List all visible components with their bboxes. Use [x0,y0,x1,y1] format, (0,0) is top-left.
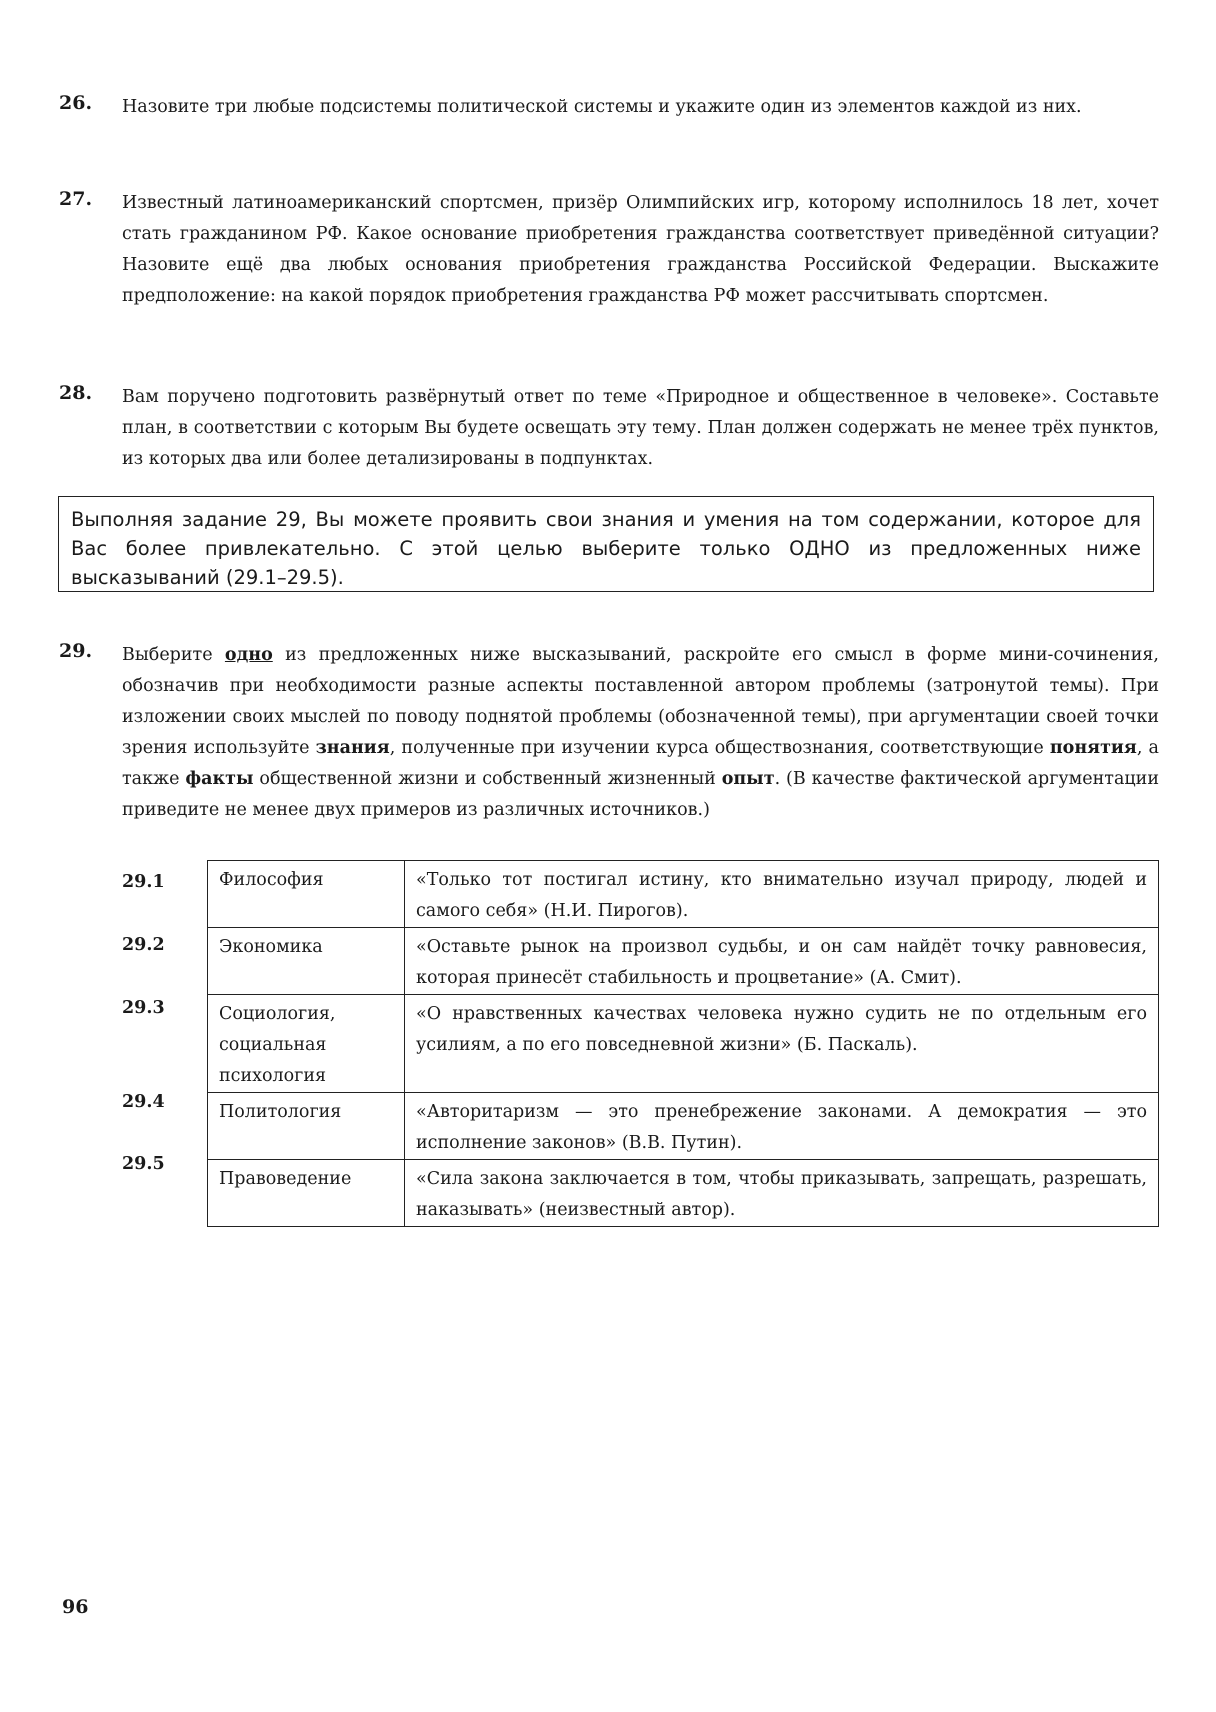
emphasis-one: одно [224,645,273,665]
emphasis-knowledge: знания [315,738,390,758]
question-29 [59,640,1159,826]
emphasis-concepts: понятия [1049,738,1137,758]
question-text: Вам поручено подготовить развёрнутый ответ по теме «Природное и общественное в человеке». Составьте план, в соответствии с которым Вы будете освещать эту тему. План должен содержать не менее трёх пунктов, из которых два или более детализированы в подпунктах. [122,387,1159,469]
question-28 [59,382,1159,475]
table-row [208,861,1159,928]
table-row [208,995,1159,1093]
statement-number: 29.2 [122,935,165,955]
statement-quote: «О нравственных качествах человека нужно судить не по отдельным его усилиям, а по его повседневной жизни» (Б. Паскаль). [405,995,1159,1093]
question-number: 28. [59,382,93,404]
question-text: Назовите три любые подсистемы политической системы и укажите один из элементов каждой из них. [122,97,1082,117]
question-number: 26. [59,92,93,114]
statement-subject: Философия [208,861,405,928]
statement-number: 29.3 [122,998,165,1018]
statement-subject: Политология [208,1093,405,1160]
statement-quote: «Только тот постигал истину, кто внимательно изучал природу, людей и самого себя» (Н.И. Пирогов). [405,861,1159,928]
table-row [208,1093,1159,1160]
question-text: Известный латиноамериканский спортсмен, призёр Олимпийских игр, которому исполнилось 18 лет, хочет стать гражданином РФ. Какое основание приобретения гражданства соответствует приведённой ситуации? Назовите ещё два любых основания приобретения гражданства Российской Федерации. Выскажите предположение: на какой порядок приобретения гражданства РФ может рассчитывать спортсмен. [122,193,1159,306]
emphasis-facts: факты [185,769,254,789]
table-row [208,1160,1159,1227]
statement-number: 29.5 [122,1154,165,1174]
statement-quote: «Авторитаризм — это пренебрежение законами. А демократия — это исполнение законов» (В.В. Путин). [405,1093,1159,1160]
question-26 [59,92,1159,123]
statements-grid [207,860,1159,1227]
statement-number: 29.4 [122,1092,165,1112]
statement-number: 29.1 [122,872,165,892]
statement-quote: «Оставьте рынок на произвол судьбы, и он сам найдёт точку равновесия, которая принесёт стабильность и процветание» (А. Смит). [405,928,1159,995]
question-number: 27. [59,188,93,210]
statement-subject: Экономика [208,928,405,995]
statement-quote: «Сила закона заключается в том, чтобы приказывать, запрещать, разрешать, наказывать» (неизвестный автор). [405,1160,1159,1227]
question-27 [59,188,1159,312]
emphasis-experience: опыт [721,769,775,789]
statement-subject: Правоведение [208,1160,405,1227]
question-text: Выберите одно из предложенных ниже высказываний, раскройте его смысл в форме мини-сочинения, обозначив при необходимости разные аспекты поставленной автором проблемы (затронутой темы). При изложении своих мыслей по поводу поднятой проблемы (обозначенной темы), при аргументации своей точки зрения используйте знания, полученные при изучении курса обществознания, соответствующие понятия, а также факты общественной жизни и собственный жизненный опыт. (В качестве фактической аргументации приведите не менее двух примеров из различных источников.) [122,645,1159,820]
page-number: 96 [62,1596,89,1618]
question-number: 29. [59,640,93,662]
statement-subject: Социология, социальная психология [208,995,405,1093]
table-row [208,928,1159,995]
task-29-notice-box: Выполняя задание 29, Вы можете проявить свои знания и умения на том содержании, которое для Вас более привлекательно. С этой целью выберите только ОДНО из предложенных ниже высказываний (29.1–29.5). [58,496,1154,592]
